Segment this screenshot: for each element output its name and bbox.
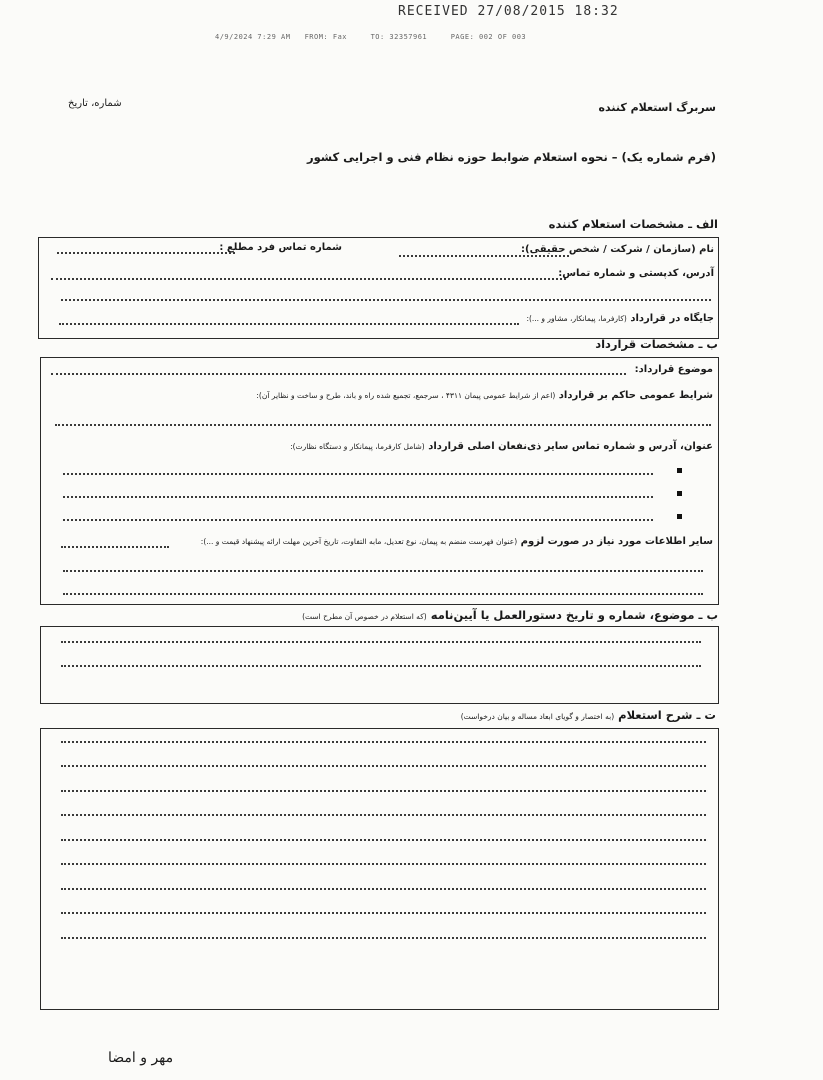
bullet-icon (677, 468, 682, 473)
fax-transmission-line: 4/9/2024 7:29 AM FROM: Fax TO: 32357961 PAGE: 002 OF 003 (215, 33, 527, 41)
inquiry-line[interactable] (61, 741, 706, 743)
stakeholders-label: عنوان، آدرس و شماره تماس سایر ذی‌نفعان اصلی قرارداد (شامل کارفرما، پیمانکار و دستگاه نظارت): (290, 441, 713, 452)
inquiry-line[interactable] (61, 863, 706, 865)
section-d-box (40, 728, 719, 1010)
section-b-box (40, 357, 719, 605)
other-info-field[interactable] (61, 546, 169, 548)
contract-subject-field[interactable] (51, 373, 626, 375)
section-a-box (38, 237, 719, 339)
bullet-icon (677, 491, 682, 496)
name-field[interactable] (399, 255, 569, 257)
signature-label: مهر و امضا (108, 1050, 174, 1066)
inquiry-line[interactable] (61, 814, 706, 816)
contract-subject-label: موضوع قرارداد: (634, 364, 713, 375)
stakeholder-field-1[interactable] (63, 473, 653, 475)
other-info-field-line3[interactable] (63, 593, 703, 595)
contract-role-label: جایگاه در قرارداد (کارفرما، پیمانکار، مشاور و ...): (526, 313, 714, 324)
contact-field[interactable] (57, 252, 235, 254)
fax-received-stamp: RECEIVED 27/08/2015 18:32 (398, 4, 619, 19)
section-d-title: ت ـ شرح استعلام (به اختصار و گویای ابعاد مساله و بیان درخواست) (460, 708, 716, 722)
general-conditions-label: شرایط عمومی حاکم بر قرارداد (اعم از شرایط عمومی پیمان ۴۳۱۱ ، سرجمع، تجمیع شده راه و باند، طرح و ساخت و نظایر آن): (256, 390, 713, 401)
inquiry-line[interactable] (61, 790, 706, 792)
stakeholder-field-2[interactable] (63, 496, 653, 498)
contact-label: شماره تماس فرد مطلع : (219, 242, 342, 253)
inquiry-line[interactable] (61, 888, 706, 890)
regulation-field-line2[interactable] (61, 665, 701, 667)
address-field-line2[interactable] (61, 299, 711, 301)
number-date-label: شماره، تاریخ (68, 98, 122, 109)
section-b-title: ب ـ مشخصات قرارداد (595, 337, 718, 351)
inquiry-line[interactable] (61, 839, 706, 841)
regulation-field-line1[interactable] (61, 641, 701, 643)
inquiry-line[interactable] (61, 765, 706, 767)
stakeholder-field-3[interactable] (63, 519, 653, 521)
letterhead-title: سربرگ استعلام کننده (598, 101, 716, 114)
contract-role-field[interactable] (59, 323, 519, 325)
address-label: آدرس، کدپستی و شماره تماس: (558, 268, 714, 279)
section-c-title: ب ـ موضوع، شماره و تاریخ دستورالعمل یا آیین‌نامه (که استعلام در خصوص آن مطرح است) (302, 608, 718, 622)
bullet-icon (677, 514, 682, 519)
section-c-box (40, 626, 719, 704)
other-info-label: سایر اطلاعات مورد نیاز در صورت لزوم (عنوان فهرست منضم به پیمان، نوع تعدیل، مابه التفاوت، تاریخ آخرین مهلت ارائه پیشنهاد قیمت و ...): (200, 536, 713, 547)
section-a-title: الف ـ مشخصات استعلام کننده (548, 217, 718, 231)
form-title: (فرم شماره یک) – نحوه استعلام ضوابط حوزه نظام فنی و اجرایی کشور (306, 150, 716, 164)
inquiry-line[interactable] (61, 937, 706, 939)
name-label: نام (سازمان / شرکت / شخص حقیقی): (521, 244, 714, 255)
inquiry-line[interactable] (61, 912, 706, 914)
general-conditions-field[interactable] (55, 424, 711, 426)
address-field[interactable] (51, 278, 566, 280)
other-info-field-line2[interactable] (63, 570, 703, 572)
